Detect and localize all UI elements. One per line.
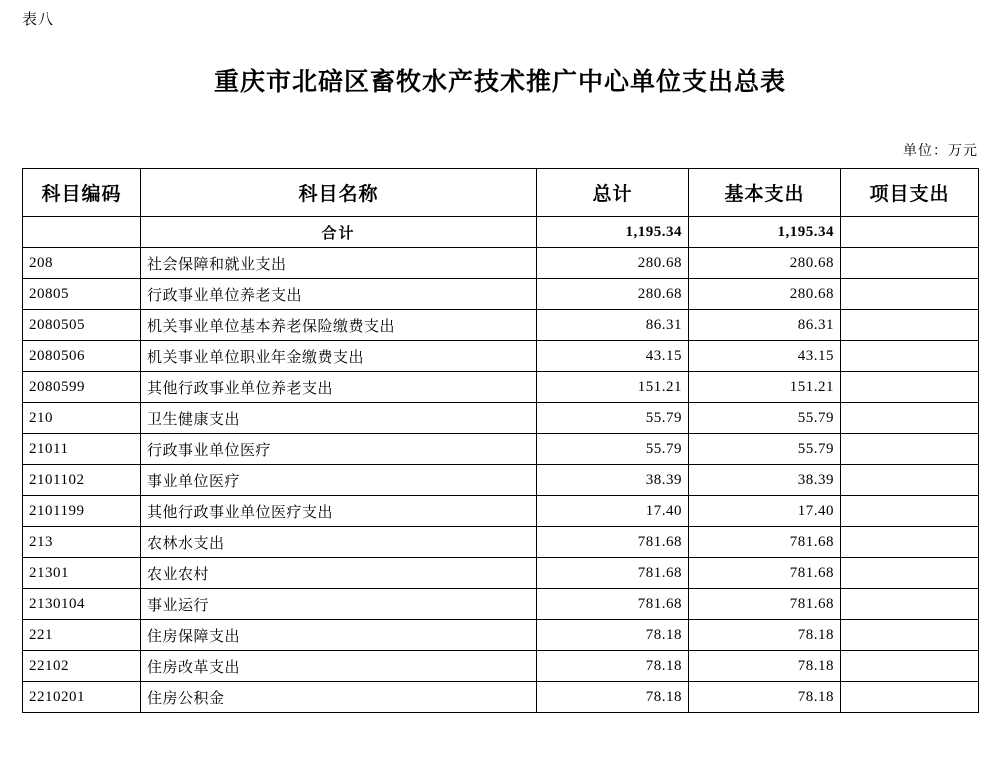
cell-code: 221: [23, 620, 141, 651]
table-row: [23, 248, 979, 279]
cell-basic: 86.31: [689, 310, 841, 341]
table-header-row: [23, 169, 979, 217]
unit-note: 单位：万元: [903, 144, 978, 159]
cell-total: 17.40: [537, 496, 689, 527]
cell-name: 机关事业单位职业年金缴费支出: [141, 341, 537, 372]
cell-name: 住房保障支出: [141, 620, 537, 651]
cell-project: [841, 434, 979, 465]
cell-name: 机关事业单位基本养老保险缴费支出: [141, 310, 537, 341]
cell-name: 行政事业单位医疗: [141, 434, 537, 465]
cell-basic: 78.18: [689, 682, 841, 713]
cell-project: [841, 496, 979, 527]
table-row: [23, 434, 979, 465]
column-header-code: 科目编码: [23, 169, 141, 217]
cell-basic: 55.79: [689, 434, 841, 465]
table-row: [23, 651, 979, 682]
cell-total: 55.79: [537, 434, 689, 465]
cell-basic: 78.18: [689, 651, 841, 682]
cell-code: 2130104: [23, 589, 141, 620]
cell-total: 86.31: [537, 310, 689, 341]
cell-total: 781.68: [537, 558, 689, 589]
cell-code: 21301: [23, 558, 141, 589]
cell-name: 行政事业单位养老支出: [141, 279, 537, 310]
cell-code: 2210201: [23, 682, 141, 713]
column-header-basic: 基本支出: [689, 169, 841, 217]
cell-name: 住房改革支出: [141, 651, 537, 682]
cell-project: [841, 589, 979, 620]
cell-total: 55.79: [537, 403, 689, 434]
cell-total: 781.68: [537, 589, 689, 620]
cell-project: [841, 310, 979, 341]
page-title: 重庆市北碚区畜牧水产技术推广中心单位支出总表: [213, 69, 786, 96]
cell-code: 208: [23, 248, 141, 279]
cell-name: 其他行政事业单位医疗支出: [141, 496, 537, 527]
cell-project: [841, 403, 979, 434]
cell-basic: 55.79: [689, 403, 841, 434]
expenditure-table-wrap: [0, 160, 1000, 713]
table-row: [23, 682, 979, 713]
table-row: [23, 403, 979, 434]
table-row: [23, 217, 979, 248]
cell-basic: 280.68: [689, 248, 841, 279]
cell-project: [841, 465, 979, 496]
cell-project: [841, 527, 979, 558]
cell-basic: 781.68: [689, 527, 841, 558]
table-row: [23, 527, 979, 558]
cell-total: 1,195.34: [537, 217, 689, 248]
table-row: [23, 620, 979, 651]
cell-name: 社会保障和就业支出: [141, 248, 537, 279]
cell-project: [841, 217, 979, 248]
cell-total: 78.18: [537, 651, 689, 682]
cell-total: 781.68: [537, 527, 689, 558]
cell-code: 210: [23, 403, 141, 434]
cell-name: 卫生健康支出: [141, 403, 537, 434]
cell-code: [23, 217, 141, 248]
cell-basic: 17.40: [689, 496, 841, 527]
table-header: [23, 169, 979, 217]
table-row: [23, 589, 979, 620]
cell-name: 住房公积金: [141, 682, 537, 713]
cell-name: 合计: [141, 217, 537, 248]
cell-code: 21011: [23, 434, 141, 465]
cell-name: 事业单位医疗: [141, 465, 537, 496]
cell-name: 农业农村: [141, 558, 537, 589]
cell-project: [841, 279, 979, 310]
cell-total: 43.15: [537, 341, 689, 372]
cell-basic: 43.15: [689, 341, 841, 372]
cell-total: 38.39: [537, 465, 689, 496]
cell-code: 2080599: [23, 372, 141, 403]
cell-basic: 781.68: [689, 558, 841, 589]
cell-code: 22102: [23, 651, 141, 682]
cell-project: [841, 682, 979, 713]
cell-basic: 1,195.34: [689, 217, 841, 248]
table-row: [23, 496, 979, 527]
cell-basic: 781.68: [689, 589, 841, 620]
cell-code: 20805: [23, 279, 141, 310]
cell-basic: 38.39: [689, 465, 841, 496]
cell-code: 2101199: [23, 496, 141, 527]
sheet-label: 表八: [22, 12, 55, 28]
table-row: [23, 558, 979, 589]
cell-name: 其他行政事业单位养老支出: [141, 372, 537, 403]
cell-project: [841, 558, 979, 589]
cell-code: 2101102: [23, 465, 141, 496]
cell-code: 2080506: [23, 341, 141, 372]
cell-name: 农林水支出: [141, 527, 537, 558]
expenditure-table: [22, 168, 979, 713]
table-body: [23, 217, 979, 713]
cell-code: 213: [23, 527, 141, 558]
cell-basic: 78.18: [689, 620, 841, 651]
cell-total: 78.18: [537, 620, 689, 651]
cell-project: [841, 248, 979, 279]
cell-basic: 280.68: [689, 279, 841, 310]
column-header-project: 项目支出: [841, 169, 979, 217]
cell-total: 280.68: [537, 248, 689, 279]
table-row: [23, 310, 979, 341]
table-row: [23, 465, 979, 496]
cell-project: [841, 620, 979, 651]
table-row: [23, 341, 979, 372]
cell-basic: 151.21: [689, 372, 841, 403]
cell-project: [841, 372, 979, 403]
column-header-name: 科目名称: [141, 169, 537, 217]
cell-project: [841, 651, 979, 682]
cell-total: 78.18: [537, 682, 689, 713]
cell-project: [841, 341, 979, 372]
cell-code: 2080505: [23, 310, 141, 341]
table-row: [23, 372, 979, 403]
cell-total: 280.68: [537, 279, 689, 310]
column-header-total: 总计: [537, 169, 689, 217]
cell-name: 事业运行: [141, 589, 537, 620]
table-row: [23, 279, 979, 310]
cell-total: 151.21: [537, 372, 689, 403]
